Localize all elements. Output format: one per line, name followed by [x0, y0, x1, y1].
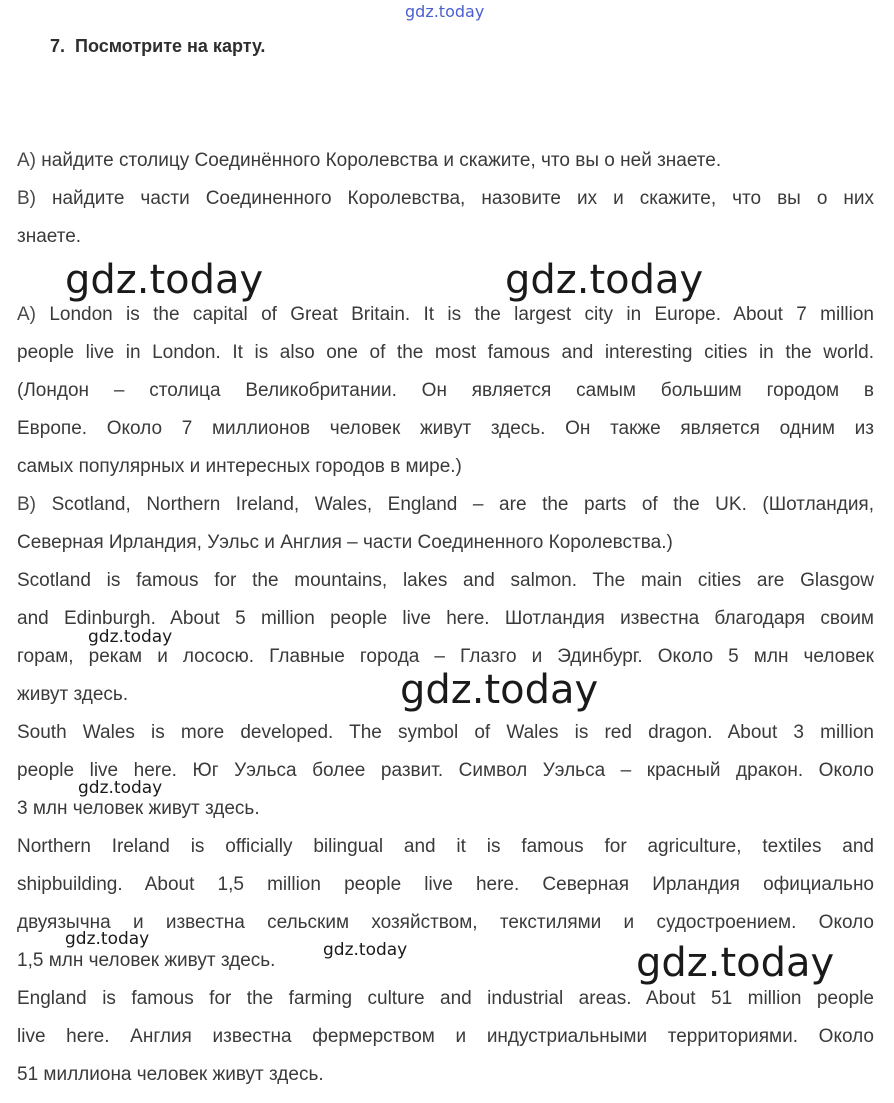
answer-line: and Edinburgh. About 5 million people live here. Шотландия известна благодаря своим	[17, 608, 874, 629]
watermark: gdz.today	[78, 778, 163, 798]
watermark: gdz.today	[400, 667, 599, 713]
answer-line: South Wales is more developed. The symbol of Wales is red dragon. About 3 million	[17, 722, 874, 743]
answer-line: live here. Англия известна фермерством и индустриальными территориями. Около	[17, 1026, 874, 1047]
watermark: gdz.today	[88, 627, 173, 647]
answer-line: живут здесь.	[17, 684, 129, 705]
watermark: gdz.today	[323, 940, 408, 960]
answer-line: Northern Ireland is officially bilingual and it is famous for agriculture, textiles and	[17, 836, 874, 857]
answer-a-label: A)	[17, 304, 36, 325]
answer-line: Северная Ирландия, Уэльс и Англия – части Соединенного Королевства.)	[17, 532, 673, 553]
question-a	[17, 142, 874, 180]
task-heading	[50, 36, 265, 57]
watermark: gdz.today	[636, 940, 835, 986]
question-b-text: найдите части Соединенного Королевства, назовите их и скажите, что вы о них	[52, 188, 874, 209]
answer-b	[17, 486, 874, 1094]
answer-line: 1,5 млн человек живут здесь.	[17, 950, 276, 971]
question-b	[17, 180, 874, 218]
question-a-text: найдите столицу Соединённого Королевства и скажите, что вы о ней знаете.	[41, 150, 722, 171]
answer-line: Scotland is famous for the mountains, lakes and salmon. The main cities are Glasgow	[17, 570, 874, 591]
answer-line: 51 миллиона человек живут здесь.	[17, 1064, 324, 1085]
answer-line: самых популярных и интересных городов в мире.)	[17, 456, 462, 477]
answer-line: England is famous for the farming culture and industrial areas. About 51 million people	[17, 988, 874, 1009]
answer-b-text: Scotland, Northern Ireland, Wales, England – are the parts of the UK. (Шотландия,	[51, 494, 874, 515]
answer-line: people live here. Юг Уэльса более развит. Символ Уэльса – красный дракон. Около	[17, 760, 874, 781]
question-a-label: A)	[17, 150, 36, 171]
answer-b-label: B)	[17, 494, 36, 515]
question-b-label: B)	[17, 188, 36, 209]
answer-line	[17, 296, 874, 334]
answer-line: горам, рекам и лососю. Главные города – Глазго и Эдинбург. Около 5 млн человек	[17, 646, 874, 667]
watermark: gdz.today	[505, 257, 704, 303]
question-b-continued: знаете.	[17, 226, 82, 247]
answer-line: 3 млн человек живут здесь.	[17, 798, 260, 819]
watermark-top: gdz.today	[405, 2, 485, 21]
task-title: Посмотрите на карту.	[75, 36, 266, 56]
questions	[17, 142, 874, 256]
answer-line: двуязычна и известна сельским хозяйством, текстилями и судостроением. Около	[17, 912, 874, 933]
task-number: 7.	[50, 36, 66, 56]
answer-line: (Лондон – столица Великобритании. Он является самым большим городом в	[17, 380, 874, 401]
answer-line: people live in London. It is also one of the most famous and interesting cities in the world.	[17, 342, 874, 363]
answer-a-text: London is the capital of Great Britain. It is the largest city in Europe. About 7 million	[49, 304, 874, 325]
answer-line: shipbuilding. About 1,5 million people live here. Северная Ирландия официально	[17, 874, 874, 895]
watermark: gdz.today	[65, 929, 150, 949]
answer-line: Европе. Около 7 миллионов человек живут здесь. Он также является одним из	[17, 418, 874, 439]
answer-line	[17, 486, 874, 524]
answer-a	[17, 296, 874, 486]
watermark: gdz.today	[65, 257, 264, 303]
